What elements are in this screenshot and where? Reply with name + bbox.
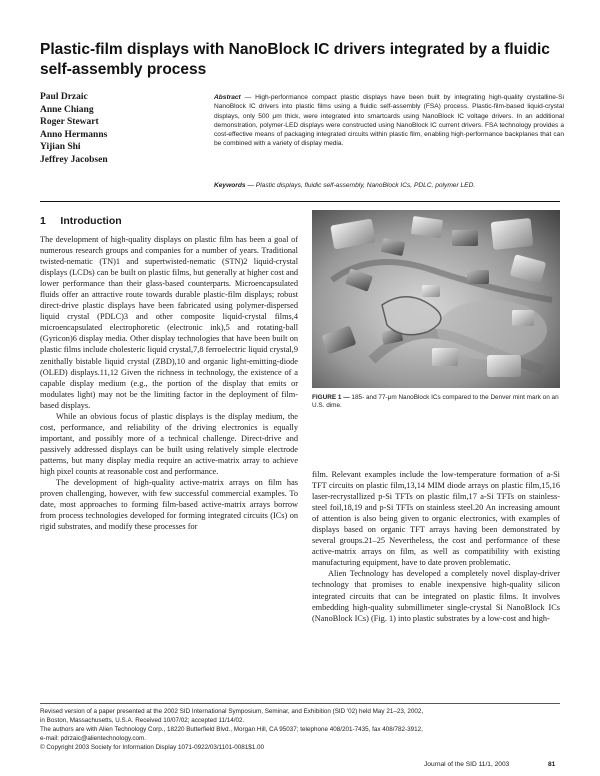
author-name: Jeffrey Jacobsen (40, 154, 108, 165)
section-heading: 1 Introduction (40, 215, 122, 227)
micrograph-image (312, 210, 560, 388)
left-column (40, 234, 298, 532)
journal-footer: Journal of the SID 11/1, 2003 (424, 761, 510, 768)
page-number: 81 (548, 761, 556, 768)
keywords-label: Keywords (214, 182, 246, 189)
footnote-line: in Boston, Massachusetts, U.S.A. Received 10/07/02; accepted 11/14/02. (40, 717, 245, 725)
author-name: Anne Chiang (40, 104, 94, 115)
abstract-text: — High-performance compact plastic displays have been built by integrating high-quality crystalline-Si NanoBlock IC drivers into plastic films using a fluidic self-assembly (FSA) process. Plastic-film-based liquid-crystal displays, only 500 μm thick, were integrated into smartcards using NanoBlock IC voltage drivers. In an additional demonstration, polymer-LED displays were constructed using NanoBlock IC current drivers. FSA technology provides a cost-effective means of packaging integrated circuits within plastic film, enabling high-performance backplanes that can be combined with a variety of display media. (214, 94, 564, 148)
keywords-text: — Plastic displays, fluidic self-assembly, NanoBlock ICs, PDLC, polymer LED. (247, 182, 476, 189)
footnote-line: The authors are with Alien Technology Corp., 18220 Butterfield Blvd., Morgan Hill, CA 95037; telephone 408/201-7435, fax 408/782-3912, (40, 726, 423, 734)
author-name: Roger Stewart (40, 117, 99, 127)
footnote-line: e-mail: pdrzaic@alientechnology.com. (40, 735, 147, 743)
author-name: Anno Hermanns (40, 129, 108, 140)
footnote-line: Revised version of a paper presented at the 2002 SID International Symposium, Seminar, and Exhibition (SID '02) held May 21–23, 2002, (40, 708, 424, 715)
figure-caption-label: FIGURE 1 — (312, 394, 350, 401)
abstract-label: Abstract (214, 94, 241, 101)
paper-title: Plastic-film displays with NanoBlock IC drivers integrated by a fluidic self-assembly process (40, 41, 550, 78)
footnote-line: © Copyright 2003 Society for Information Display 1071-0922/03/1101-0081$1.00 (40, 744, 265, 752)
author-list (40, 91, 200, 166)
figure-1-photo (312, 210, 560, 388)
paragraph: While an obvious focus of plastic displays is the display medium, the cost, performance, and reliability of the driving electronics is equally important, and possibly more of a technical challenge. Direct-drive and passively addressed displays can be built using relatively simple electrode patterns, but many display media require an active-matrix array to achieve high pixel counts at reasonable cost and performance. (40, 411, 298, 476)
header-divider (40, 201, 560, 202)
paragraph: Alien Technology has developed a completely novel display-driver technology that promises to enable inexpensive high-quality silicon integrated circuits that can be integrated on plastic films. It involves embedding high-quality submillimeter single-crystal Si NanoBlock ICs (NanoBlock ICs) (Fig. 1) into plastic substrates by a low-cost and high- (312, 569, 560, 623)
footnote-divider (40, 703, 560, 704)
author-name: Yijian Shi (40, 142, 81, 152)
abstract (214, 93, 564, 149)
right-column (312, 469, 560, 624)
paragraph: The development of high-quality displays on plastic film has been a goal of numerous research groups and companies for a number of years. Traditional twisted-nematic (TN)1 and supertwisted-nematic (STN)2 liquid-crystal displays (LCDs) can be built on plastic films, but generally at higher cost and lower performance than their glass-based counterparts. Microencapsulated fluids offer an attractive route towards durable plastic-film displays; robust direct-drive plastic displays have been fabricated using polymer-dispersed liquid crystal (PDLC)3 and other composite liquid-crystal films,4 microencapsulated electrophoretic (electronic ink),5 and rotating-ball (Gyricon)6 display media. Other display technologies that have been built on plastic films include cholesteric liquid crystal,7,8 ferroelectric liquid crystal,9 zenithally bistable liquid crystal (ZBD),10 and organic light-emitting-diode (OLED) displays.11,12 Given the richness in technology, the existence of a capable display medium (e.g., the portion of the display that emits or modulates light) may not be the limiting factor in the deployment of film-based displays. (40, 235, 298, 410)
paragraph: film. Relevant examples include the low-temperature formation of a-Si TFT circuits on plastic film,13,14 MIM diode arrays on plastic film,15,16 laser-recrystallized p-Si TFTs on plastic film,17 a-Si TFTs on stainless-steel foil,18,19 and p-Si TFTs on stainless steel.20 An increasing amount of attention is also being given to organic electronics, with examples of displays based on organic TFT arrays having been demonstrated by several groups.21–25 Nevertheless, the cost and performance of these active-matrix arrays on film, as well as compatibility with existing manufacturing equipment, have to date proven problematic. (312, 470, 560, 568)
keywords (214, 181, 564, 190)
paragraph: The development of high-quality active-matrix arrays on film has proven challenging, however, with few successful commercial examples. To date, most approaches to forming film-based active-matrix arrays borrow from process technologies developed for forming integrated circuits (ICs) on rigid substrates, and modify these processes for (40, 478, 298, 532)
author-name: Paul Drzaic (40, 92, 88, 102)
footnotes (40, 707, 560, 752)
figure-caption (312, 394, 560, 411)
figure-caption-text: 185- and 77-μm NanoBlock ICs compared to the Denver mint mark on an U.S. dime. (312, 394, 559, 410)
